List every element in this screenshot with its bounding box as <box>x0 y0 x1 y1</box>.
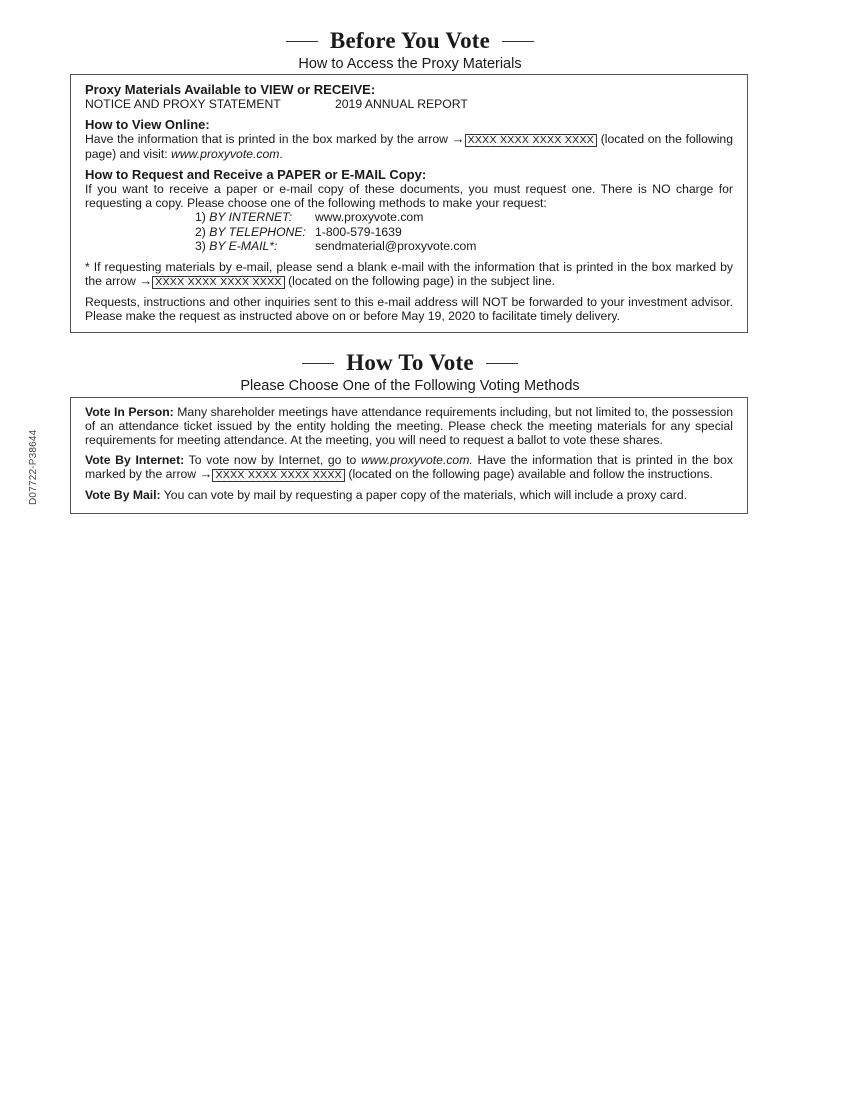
method-internet-value[interactable]: www.proxyvote.com <box>315 210 424 224</box>
vote-by-internet-label: Vote By Internet: <box>85 453 185 467</box>
request-copy-heading: How to Request and Receive a PAPER or E-MAIL Copy: <box>85 167 427 182</box>
view-online-text: Have the information that is printed in the box marked by the arrow → XXXX XXXX XXXX XXXX (located on the following page) and visit: www.proxyvote.com. <box>85 131 733 161</box>
title-rule-left <box>286 41 318 42</box>
request-copy-text: If you want to receive a paper or e-mail copy of these documents, you must request one. There is NO charge for requesting a copy. Please choose one of the following methods to make your request: <box>85 182 733 210</box>
arrow-icon: → <box>451 131 465 146</box>
material-annual-report: 2019 ANNUAL REPORT <box>335 97 468 111</box>
title-rule-left <box>302 363 334 364</box>
materials-list <box>85 97 733 111</box>
arrow-icon: → <box>199 466 213 481</box>
how-subtitle: Please Choose One of the Following Voting Methods <box>240 378 580 394</box>
how-title: How To Vote <box>346 350 474 375</box>
vote-in-person-label: Vote In Person: <box>85 405 174 419</box>
email-note: * If requesting materials by e-mail, please send a blank e-mail with the information that is printed in the box marked by the arrow → XXXX XXXX XXXX XXXX (located on the following page) in the subject line. <box>85 259 733 288</box>
vote-in-person: Vote In Person: Many shareholder meetings have attendance requirements including, but not limited to, the possession of an attendance ticket issued by the entity holding the meeting. Please check the meeting materials for any special requirements for meeting attendance. At the meeting, you will need to request a ballot to vote these shares. <box>85 405 733 447</box>
materials-heading: Proxy Materials Available to VIEW or RECEIVE: <box>85 82 376 97</box>
before-you-vote-header <box>0 28 820 72</box>
vote-by-mail: Vote By Mail: You can vote by mail by requesting a paper copy of the materials, which will include a proxy card. <box>85 488 688 502</box>
arrow-icon: → <box>139 272 153 288</box>
view-online-heading: How to View Online: <box>85 117 210 132</box>
proxyvote-link[interactable]: www.proxyvote.com <box>171 147 280 161</box>
before-subtitle: How to Access the Proxy Materials <box>298 56 522 72</box>
control-number-box: XXXX XXXX XXXX XXXX <box>212 469 345 482</box>
material-notice: NOTICE AND PROXY STATEMENT <box>85 97 281 111</box>
request-methods <box>195 210 733 254</box>
document-code: D07722-P38644 <box>28 429 39 505</box>
voting-methods-box <box>70 397 748 514</box>
proxyvote-link[interactable]: www.proxyvote.com. <box>361 453 473 467</box>
before-title-row <box>0 28 820 54</box>
how-title-row <box>0 350 820 376</box>
inquiries-note: Requests, instructions and other inquiries sent to this e-mail address will NOT be forwarded to your investment advisor. Please make the request as instructed above on or before May 19, 2020 to facilitate timely delivery. <box>85 294 733 323</box>
method-telephone-value: 1-800-579-1639 <box>315 224 402 239</box>
how-to-vote-header <box>0 350 820 394</box>
vote-by-internet: Vote By Internet: To vote now by Internet, go to www.proxyvote.com. Have the information that is printed in the box marked by the arrow → XXXX XXXX XXXX XXXX (located on the following page) available and follow the instructions. <box>85 453 734 481</box>
title-rule-right <box>486 363 518 364</box>
method-email-value[interactable]: sendmaterial@proxyvote.com <box>315 239 477 253</box>
before-title: Before You Vote <box>329 28 491 53</box>
access-materials-box <box>70 74 748 333</box>
control-number-box: XXXX XXXX XXXX XXXX <box>152 276 285 289</box>
vote-by-mail-label: Vote By Mail: <box>85 488 161 502</box>
method-internet: 1) BY INTERNET: www.proxyvote.com <box>195 210 424 224</box>
control-number-box: XXXX XXXX XXXX XXXX <box>465 134 598 147</box>
method-email: 3) BY E-MAIL*: sendmaterial@proxyvote.com <box>195 239 477 253</box>
title-rule-right <box>502 41 534 42</box>
method-telephone: 2) BY TELEPHONE: 1-800-579-1639 <box>195 224 402 239</box>
